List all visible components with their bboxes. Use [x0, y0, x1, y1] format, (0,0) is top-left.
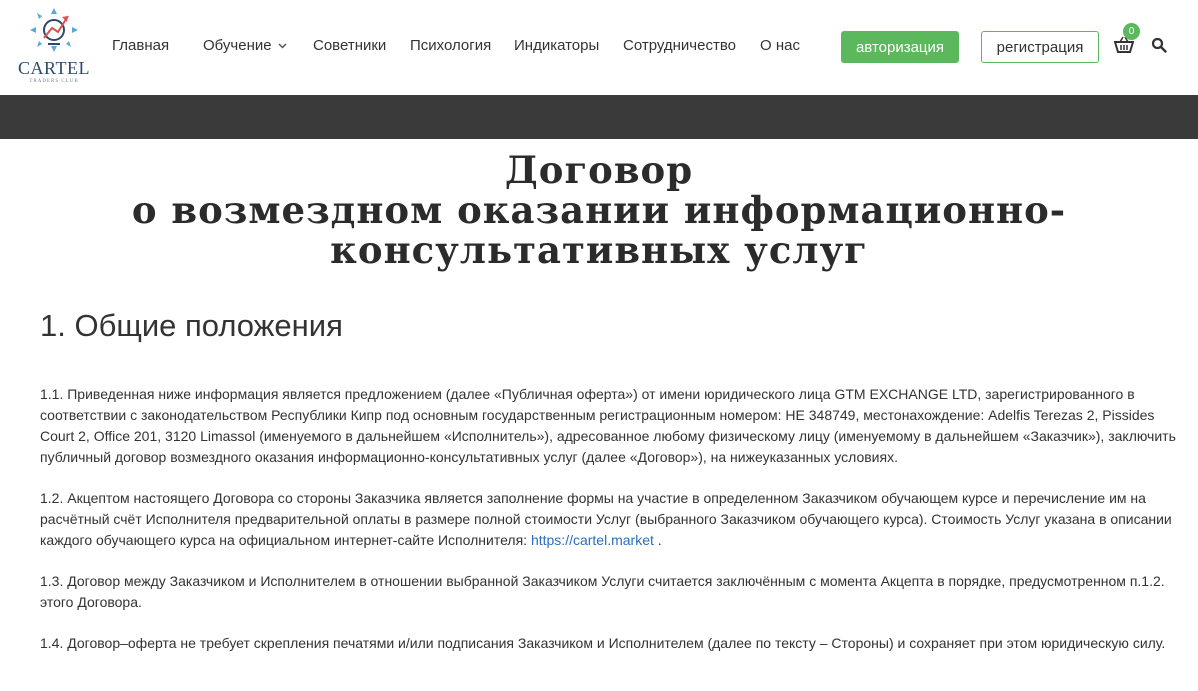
nav-item-indicators[interactable]: Индикаторы — [514, 37, 600, 54]
paragraph-1-2-text: 1.2. Акцептом настоящего Договора со стороны Заказчика является заполнение формы на участие в определенном Заказчиком обучающем курсе и перечисление им на расчётный счёт Исполнителя предварительной оплаты в размере полной стоимости Услуг (выбранного Заказчиком обучающего курса). Стоимость Услуг указана в описании каждого обучающего курса на официальном интернет-сайте Исполнителя: — [40, 490, 1172, 548]
site-header — [0, 0, 1198, 95]
login-button[interactable]: авторизация — [841, 31, 959, 63]
logo-brand-text: CARTEL — [18, 58, 90, 78]
nav-item-training-label: Обучение — [203, 37, 272, 54]
page-title-line-1: Договор — [504, 148, 694, 192]
logo[interactable] — [14, 6, 94, 88]
nav-item-psychology[interactable]: Психология — [410, 37, 492, 54]
logo-emblem-icon — [28, 6, 80, 56]
nav-item-advisors[interactable]: Советники — [313, 37, 387, 54]
paragraph-1-3: 1.3. Договор между Заказчиком и Исполнителем в отношении выбранной Заказчиком Услуги считается заключённым с момента Акцепта в порядке, предусмотренном п.1.2. этого Договора. — [40, 573, 1165, 610]
nav-item-home[interactable]: Главная — [112, 37, 170, 54]
logo-sub-text: TRADERS CLUB — [29, 79, 79, 84]
paragraph-1-1: 1.1. Приведенная ниже информация является предложением (далее «Публичная оферта») от имени юридического лица GTM EXCHANGE LTD, зарегистрированного в соответствии с законодательством Республики Кипр под основным государственным регистрационным номером: НЕ 348749, местонахождение: Adelfis Terezas 2, Pissides Court 2, Office 201, 3120 Limassol (именуемого в дальнейшем «Исполнитель»), адресованное любому физическому лицу (именуемому в дальнейшем «Заказчик»), заключить публичный договор возмездного оказания информационно-консультативных услуг (далее «Договор»), на нижеуказанных условиях. — [40, 386, 1176, 465]
nav-item-about[interactable]: О нас — [760, 37, 800, 54]
site-link[interactable]: https://cartel.market — [530, 532, 654, 548]
page-title — [0, 150, 1198, 270]
section-heading: 1. Общие положения — [40, 308, 343, 343]
paragraph-1-2-end: . — [653, 532, 662, 548]
register-button[interactable]: регистрация — [981, 31, 1099, 63]
search-icon[interactable] — [1151, 37, 1167, 53]
page-title-line-3: консультативных услуг — [330, 228, 868, 272]
page-title-line-2: о возмездном оказании информационно- — [131, 188, 1067, 232]
breadcrumb-band — [0, 95, 1198, 139]
nav-item-cooperation[interactable]: Сотрудничество — [623, 37, 736, 54]
paragraph-1-4: 1.4. Договор–оферта не требует скрепления печатями и/или подписания Заказчиком и Исполнителем (далее по тексту – Стороны) и сохраняет при этом юридическую силу. — [40, 635, 1166, 651]
cart-count-badge: 0 — [1123, 23, 1140, 40]
chevron-down-icon — [278, 43, 287, 49]
article-body — [40, 384, 1176, 674]
paragraph-1-2 — [40, 488, 1176, 551]
nav-item-training[interactable] — [203, 37, 287, 54]
